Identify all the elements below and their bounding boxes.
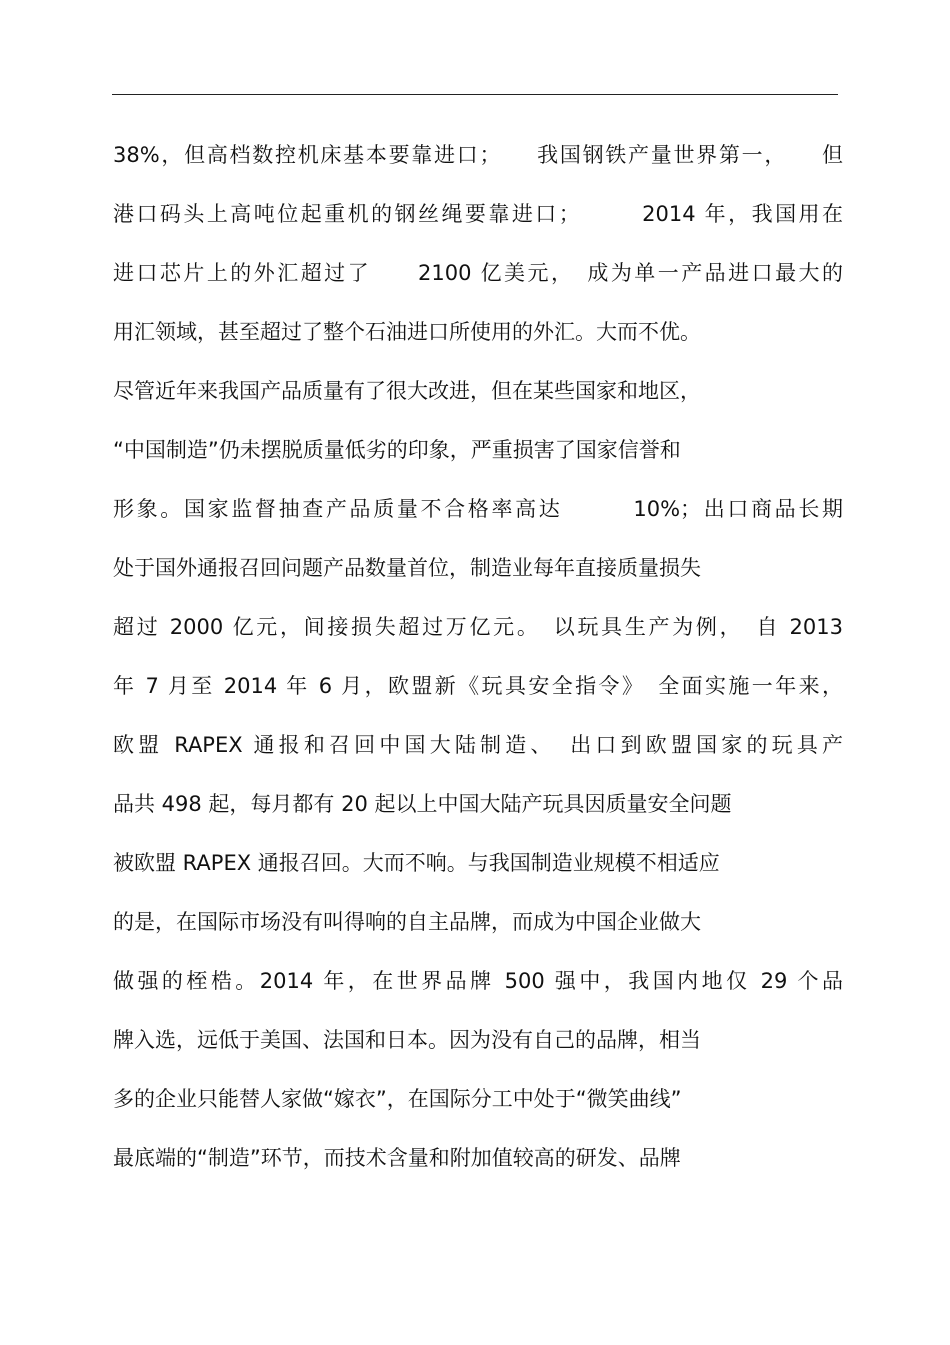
text-line: 最底端的“制造”环节，而技术含量和附加值较高的研发、品牌 [113,1146,681,1170]
text-line: 欧盟 RAPEX 通报和召回中国大陆制造、 出口到欧盟国家的玩具产 [113,733,843,757]
header-rule [112,94,838,95]
text-line: 做强的桎梏。2014 年，在世界品牌 500 强中，我国内地仅 29 个品 [113,969,843,993]
text-line: 多的企业只能替人家做“嫁衣”，在国际分工中处于“微笑曲线” [113,1087,682,1111]
body-text [113,126,843,1188]
text-line: 年 7 月至 2014 年 6 月，欧盟新《玩具安全指令》 全面实施一年来， [113,674,843,698]
text-line: 进口芯片上的外汇超过了 2100 亿美元， 成为单一产品进口最大的 [113,261,843,285]
text-line: 牌入选，远低于美国、法国和日本。因为没有自己的品牌，相当 [113,1028,701,1052]
text-line: 港口码头上高吨位起重机的钢丝绳要靠进口； 2014 年，我国用在 [113,202,843,226]
text-line: 尽管近年来我国产品质量有了很大改进，但在某些国家和地区， [113,379,701,403]
text-line: 的是，在国际市场没有叫得响的自主品牌，而成为中国企业做大 [113,910,701,934]
text-line: 处于国外通报召回问题产品数量首位，制造业每年直接质量损失 [113,556,701,580]
text-line: 超过 2000 亿元，间接损失超过万亿元。 以玩具生产为例， 自 2013 [113,615,843,639]
text-line: 品共 498 起，每月都有 20 起以上中国大陆产玩具因质量安全问题 [113,792,732,816]
text-line: 形象。国家监督抽查产品质量不合格率高达 10%；出口商品长期 [113,497,843,521]
text-line: “中国制造”仍未摆脱质量低劣的印象，严重损害了国家信誉和 [113,438,681,462]
text-line: 38%，但高档数控机床基本要靠进口； 我国钢铁产量世界第一， 但 [113,143,843,167]
text-line: 被欧盟 RAPEX 通报召回。大而不响。与我国制造业规模不相适应 [113,851,720,875]
text-line: 用汇领域，甚至超过了整个石油进口所使用的外汇。大而不优。 [113,320,701,344]
